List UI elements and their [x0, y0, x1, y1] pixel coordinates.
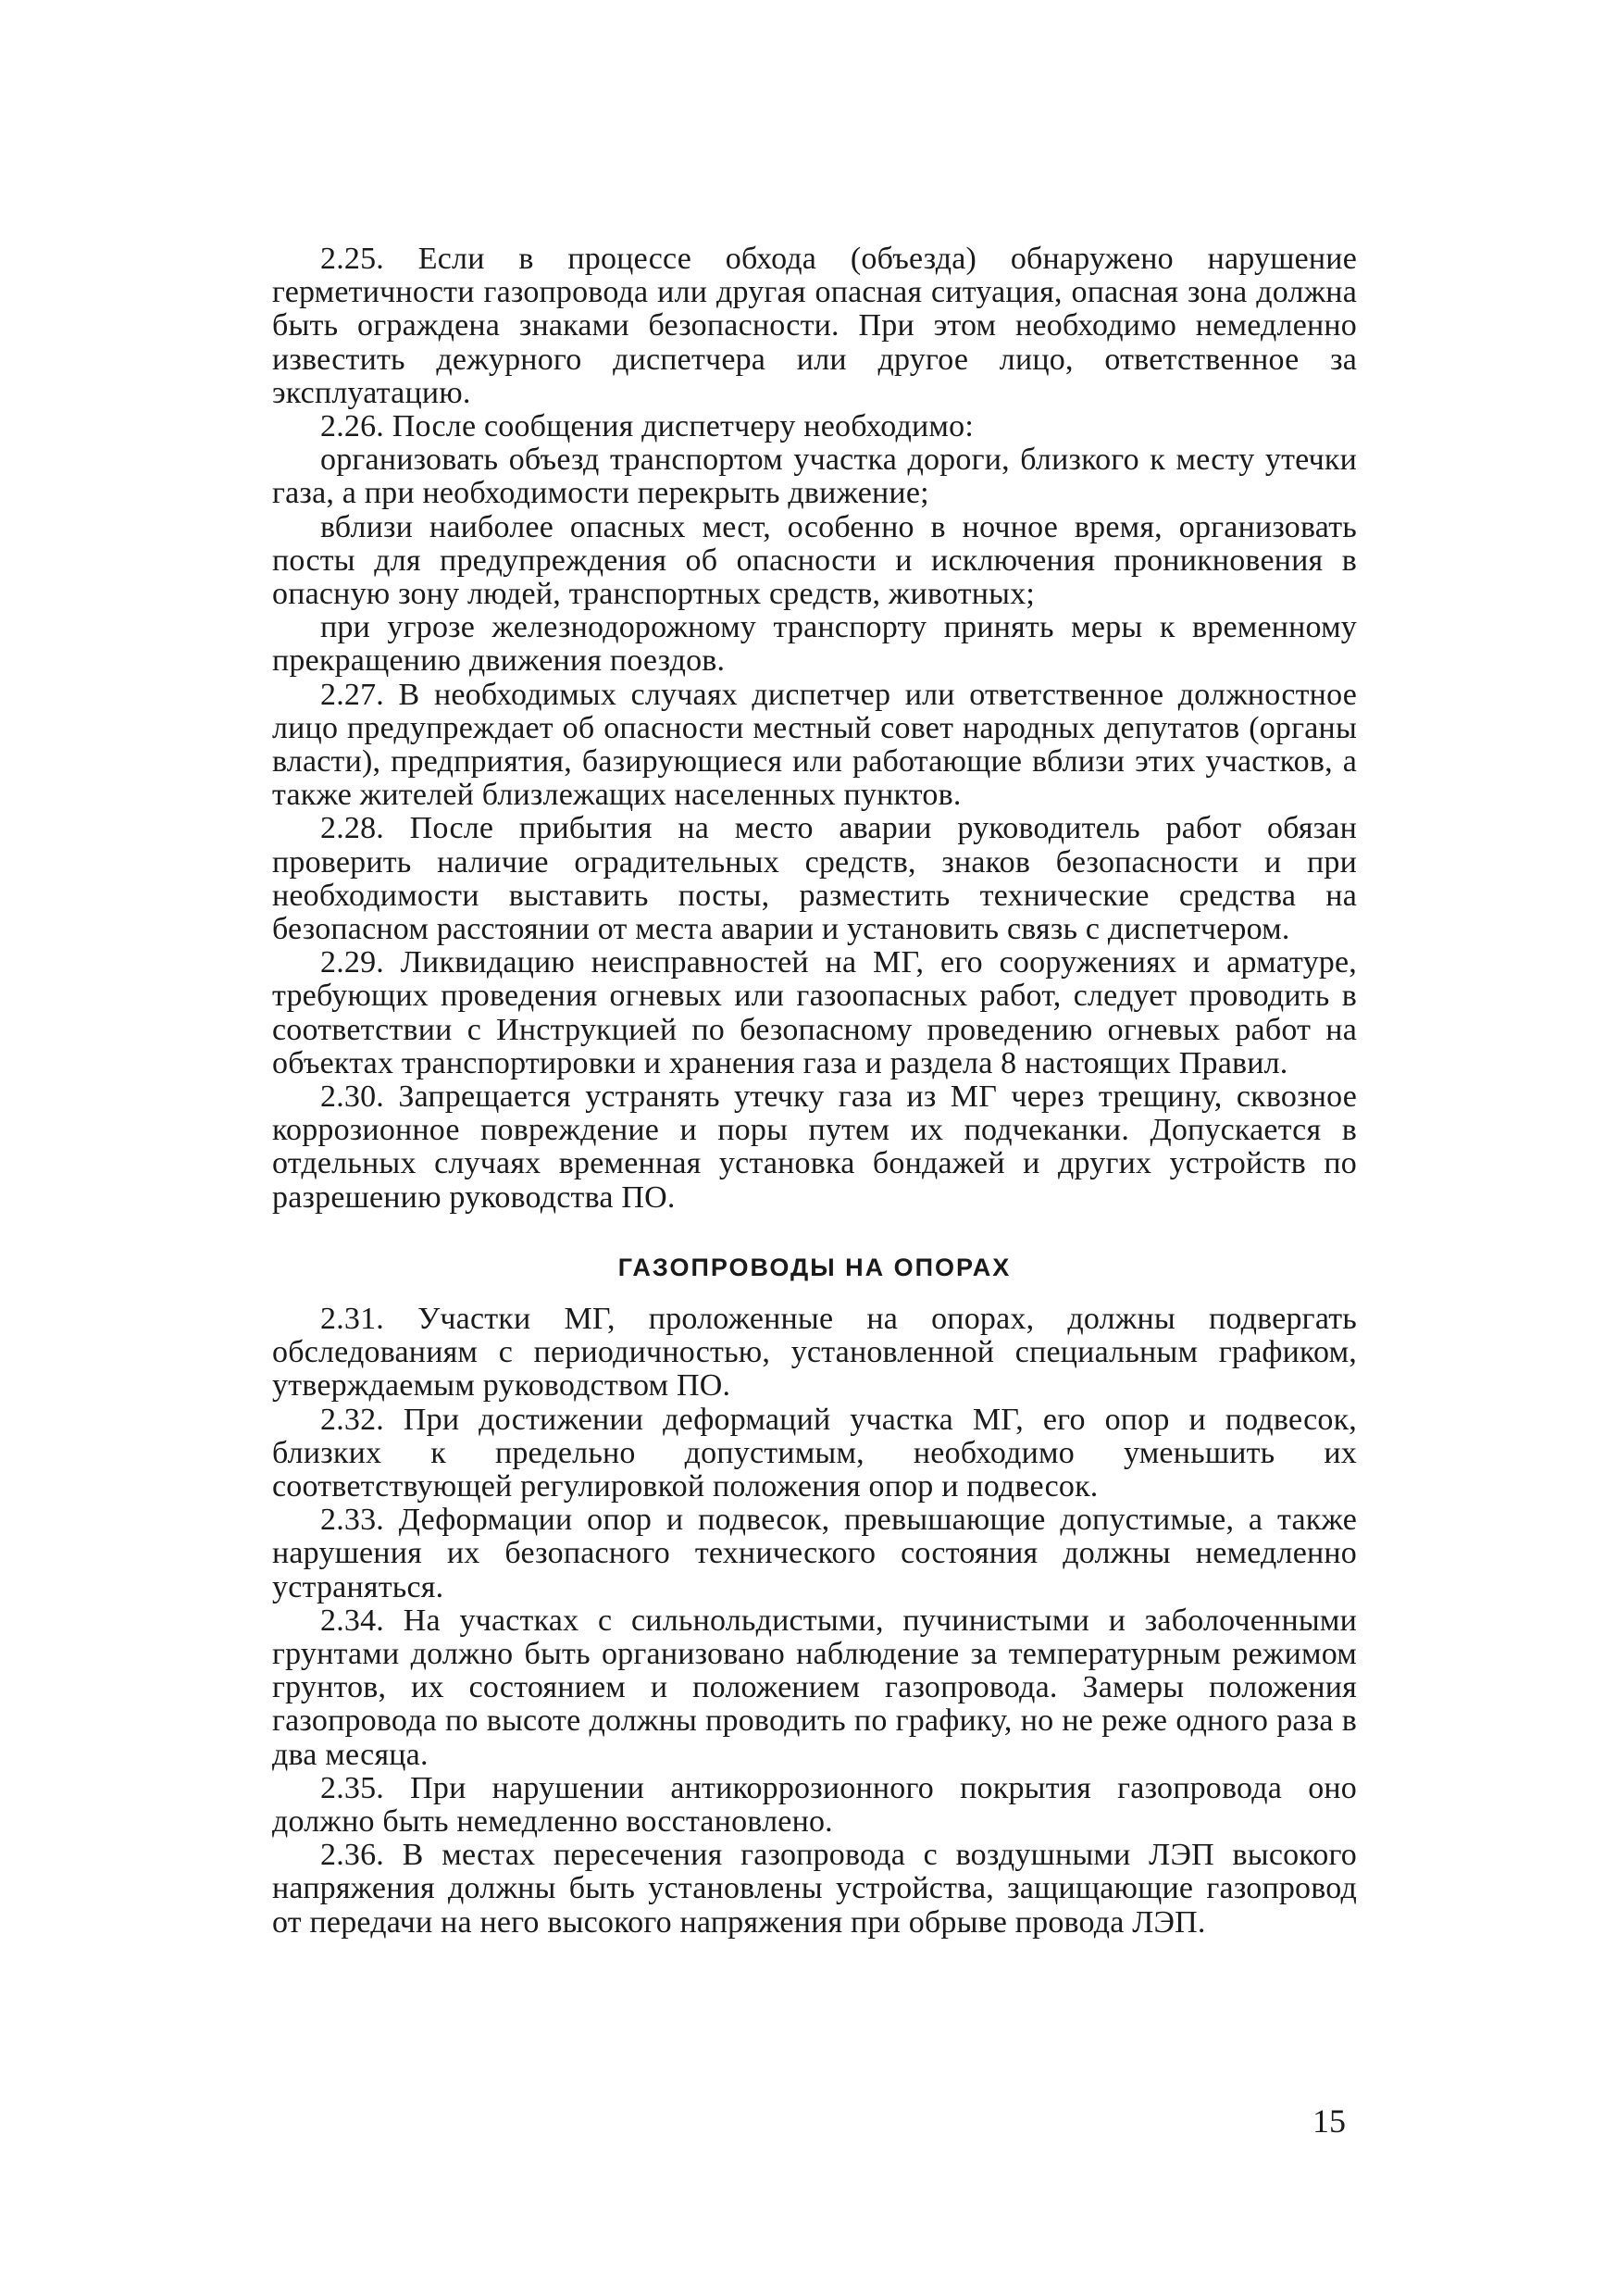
- page-content: [272, 243, 1357, 1940]
- paragraph-2-26-item-1: организовать объезд транспортом участка дороги, близкого к месту утечки газа, а при необходимости перекрыть движение;: [272, 443, 1357, 511]
- paragraph-2-25: 2.25. Если в процессе обхода (объезда) обнаружено нарушение герметичности газопровода или другая опасная ситуация, опасная зона должна быть ограждена знаками безопасности. При этом необходимо немедленно известить дежурного диспетчера или другое лицо, ответственное за эксплуатацию.: [272, 242, 1357, 410]
- paragraph-2-36: 2.36. В местах пересечения газопровода с воздушными ЛЭП высокого напряжения должны быть установлены устройства, защищающие газопровод от передачи на него высокого напряжения при обрыве провода ЛЭП.: [272, 1838, 1357, 1940]
- page-number: 15: [1312, 2103, 1346, 2140]
- paragraph-2-32: 2.32. При достижении деформаций участка МГ, его опор и подвесок, близких к предельно допустимым, необходимо уменьшить их соответствующей регулировкой положения опор и подвесок.: [272, 1402, 1357, 1504]
- paragraph-2-29: 2.29. Ликвидацию неисправностей на МГ, его сооружениях и арматуре, требующих проведения огневых или газоопасных работ, следует проводить в соответствии с Инструкцией по безопасному проведению огневых работ на объектах транспортировки и хранения газа и раздела 8 настоящих Правил.: [272, 945, 1357, 1080]
- paragraph-2-31: 2.31. Участки МГ, проложенные на опорах, должны подвергать обследованиям с периодичностью, установленной специальным графиком, утверждаемым руководством ПО.: [272, 1301, 1357, 1404]
- paragraph-2-34: 2.34. На участках с сильнольдистыми, пучинистыми и заболоченными грунтами должно быть организовано наблюдение за температурным режимом грунтов, их состоянием и положением газопровода. Замеры положения газопровода по высоте должны проводить по графику, но не реже одного раза в два месяца.: [272, 1603, 1357, 1772]
- paragraph-2-26: 2.26. После сообщения диспетчеру необходимо:: [320, 409, 974, 444]
- section-heading: ГАЗОПРОВОДЫ НА ОПОРАХ: [617, 1253, 1012, 1281]
- paragraph-2-26-item-2: вблизи наиболее опасных мест, особенно в ночное время, организовать посты для предупреждения об опасности и исключения проникновения в опасную зону людей, транспортных средств, животных;: [272, 509, 1357, 612]
- paragraph-2-33: 2.33. Деформации опор и подвесок, превышающие допустимые, а также нарушения их безопасного технического состояния должны немедленно устраняться.: [272, 1503, 1357, 1604]
- paragraph-2-27: 2.27. В необходимых случаях диспетчер или ответственное должностное лицо предупреждает об опасности местный совет народных депутатов (органы власти), предприятия, базирующиеся или работающие вблизи этих участков, а также жителей близлежащих населенных пунктов.: [272, 677, 1357, 813]
- paragraph-2-35: 2.35. При нарушении антикоррозионного покрытия газопровода оно должно быть немедленно восстановлено.: [272, 1770, 1357, 1839]
- paragraph-2-30: 2.30. Запрещается устранять утечку газа из МГ через трещину, сквозное коррозионное повреждение и поры путем их подчеканки. Допускается в отдельных случаях временная установка бондажей и других устройств по разрешению руководства ПО.: [272, 1079, 1357, 1215]
- paragraph-2-28: 2.28. После прибытия на место аварии руководитель работ обязан проверить наличие оградительных средств, знаков безопасности и при необходимости выставить посты, разместить технические средства на безопасном расстоянии от места аварии и установить связь с диспетчером.: [272, 811, 1357, 947]
- paragraph-2-26-item-3: при угрозе железнодорожному транспорту принять меры к временному прекращению движения поездов.: [272, 610, 1357, 679]
